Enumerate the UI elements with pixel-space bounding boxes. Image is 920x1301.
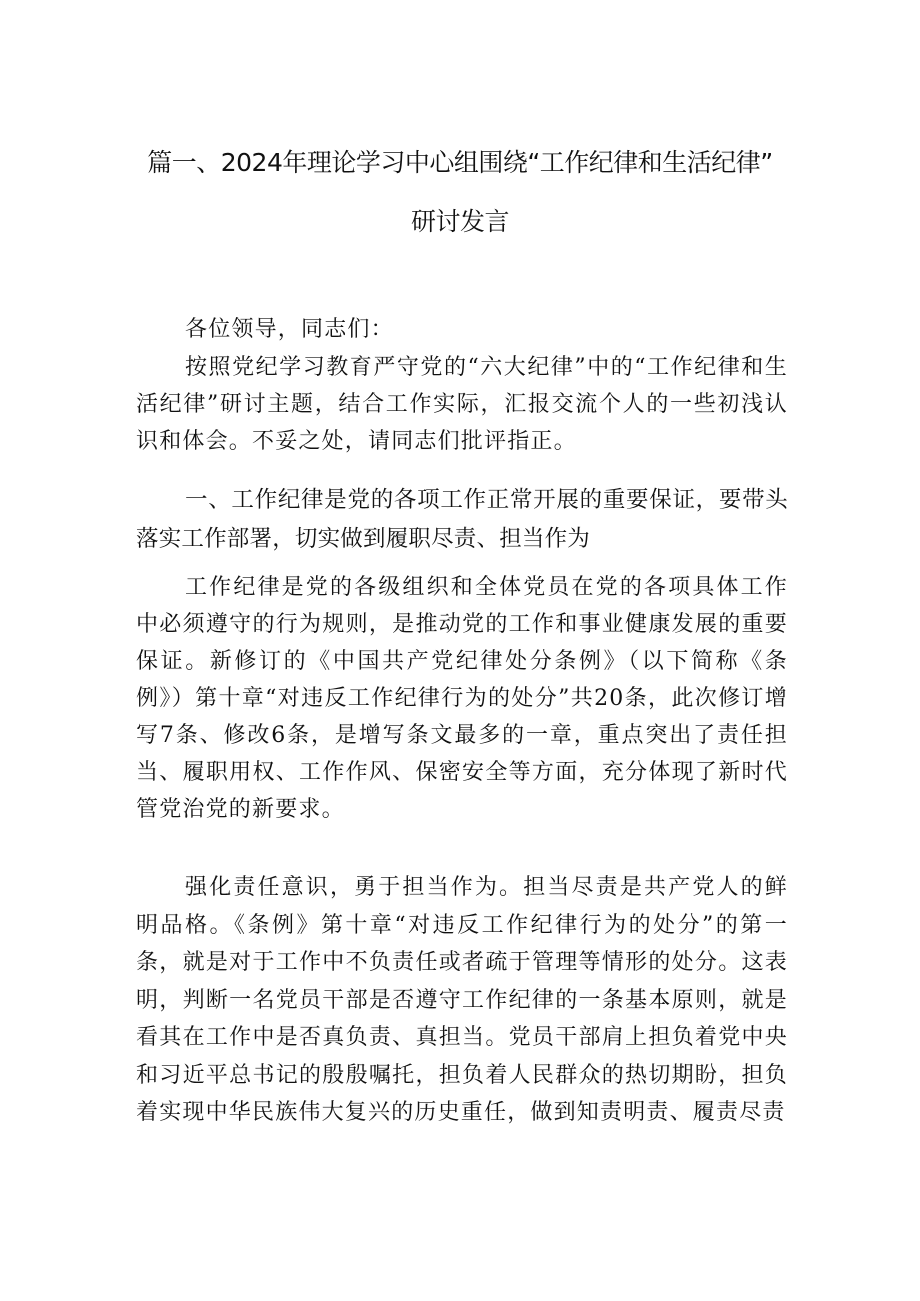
document-title-line-2: 研讨发言 <box>410 207 509 236</box>
responsibility-paragraph: 强化责任意识，勇于担当作为。担当尽责是共产党人的鲜明品格。《条例》第十章“对违反工作纪律行为的处分”的第一条，就是对于工作中不负责任或者疏于管理等情形的处分。这表明，判断一名党员干部是否遵守工作纪律的一条基本原则，就是看其在工作中是否真负责、真担当。党员干部肩上担负着党中央和习近平总书记的殷殷嘱托，担负着人民群众的热切期盼，担负着实现中华民族伟大复兴的历史重任，做到知责明责、履责尽责 <box>136 875 788 1125</box>
intro-paragraph: 按照党纪学习教育严守党的“六大纪律”中的“工作纪律和生活纪律”研讨主题，结合工作实际，汇报交流个人的一些初浅认识和体会。不妥之处，请同志们批评指正。 <box>136 355 788 454</box>
salutation: 各位领导，同志们： <box>185 317 394 342</box>
work-discipline-paragraph: 工作纪律是党的各级组织和全体党员在党的各项具体工作中必须遵守的行为规则，是推动党的工作和事业健康发展的重要保证。新修订的《中国共产党纪律处分条例》（以下简称《条例》）第十章“对违反工作纪律行为的处分”共20条，此次修订增写7条、修改6条，是增写条文最多的一章，重点突出了责任担当、履职用权、工作作风、保密安全等方面，充分体现了新时代管党治党的新要求。 <box>136 575 788 822</box>
section-heading-1: 一、工作纪律是党的各项工作正常开展的重要保证，要带头落实工作部署，切实做到履职尽责、担当作为 <box>136 487 788 552</box>
document-title-line-1: 篇一、2024年理论学习中心组围绕“工作纪律和生活纪律” <box>147 148 773 177</box>
